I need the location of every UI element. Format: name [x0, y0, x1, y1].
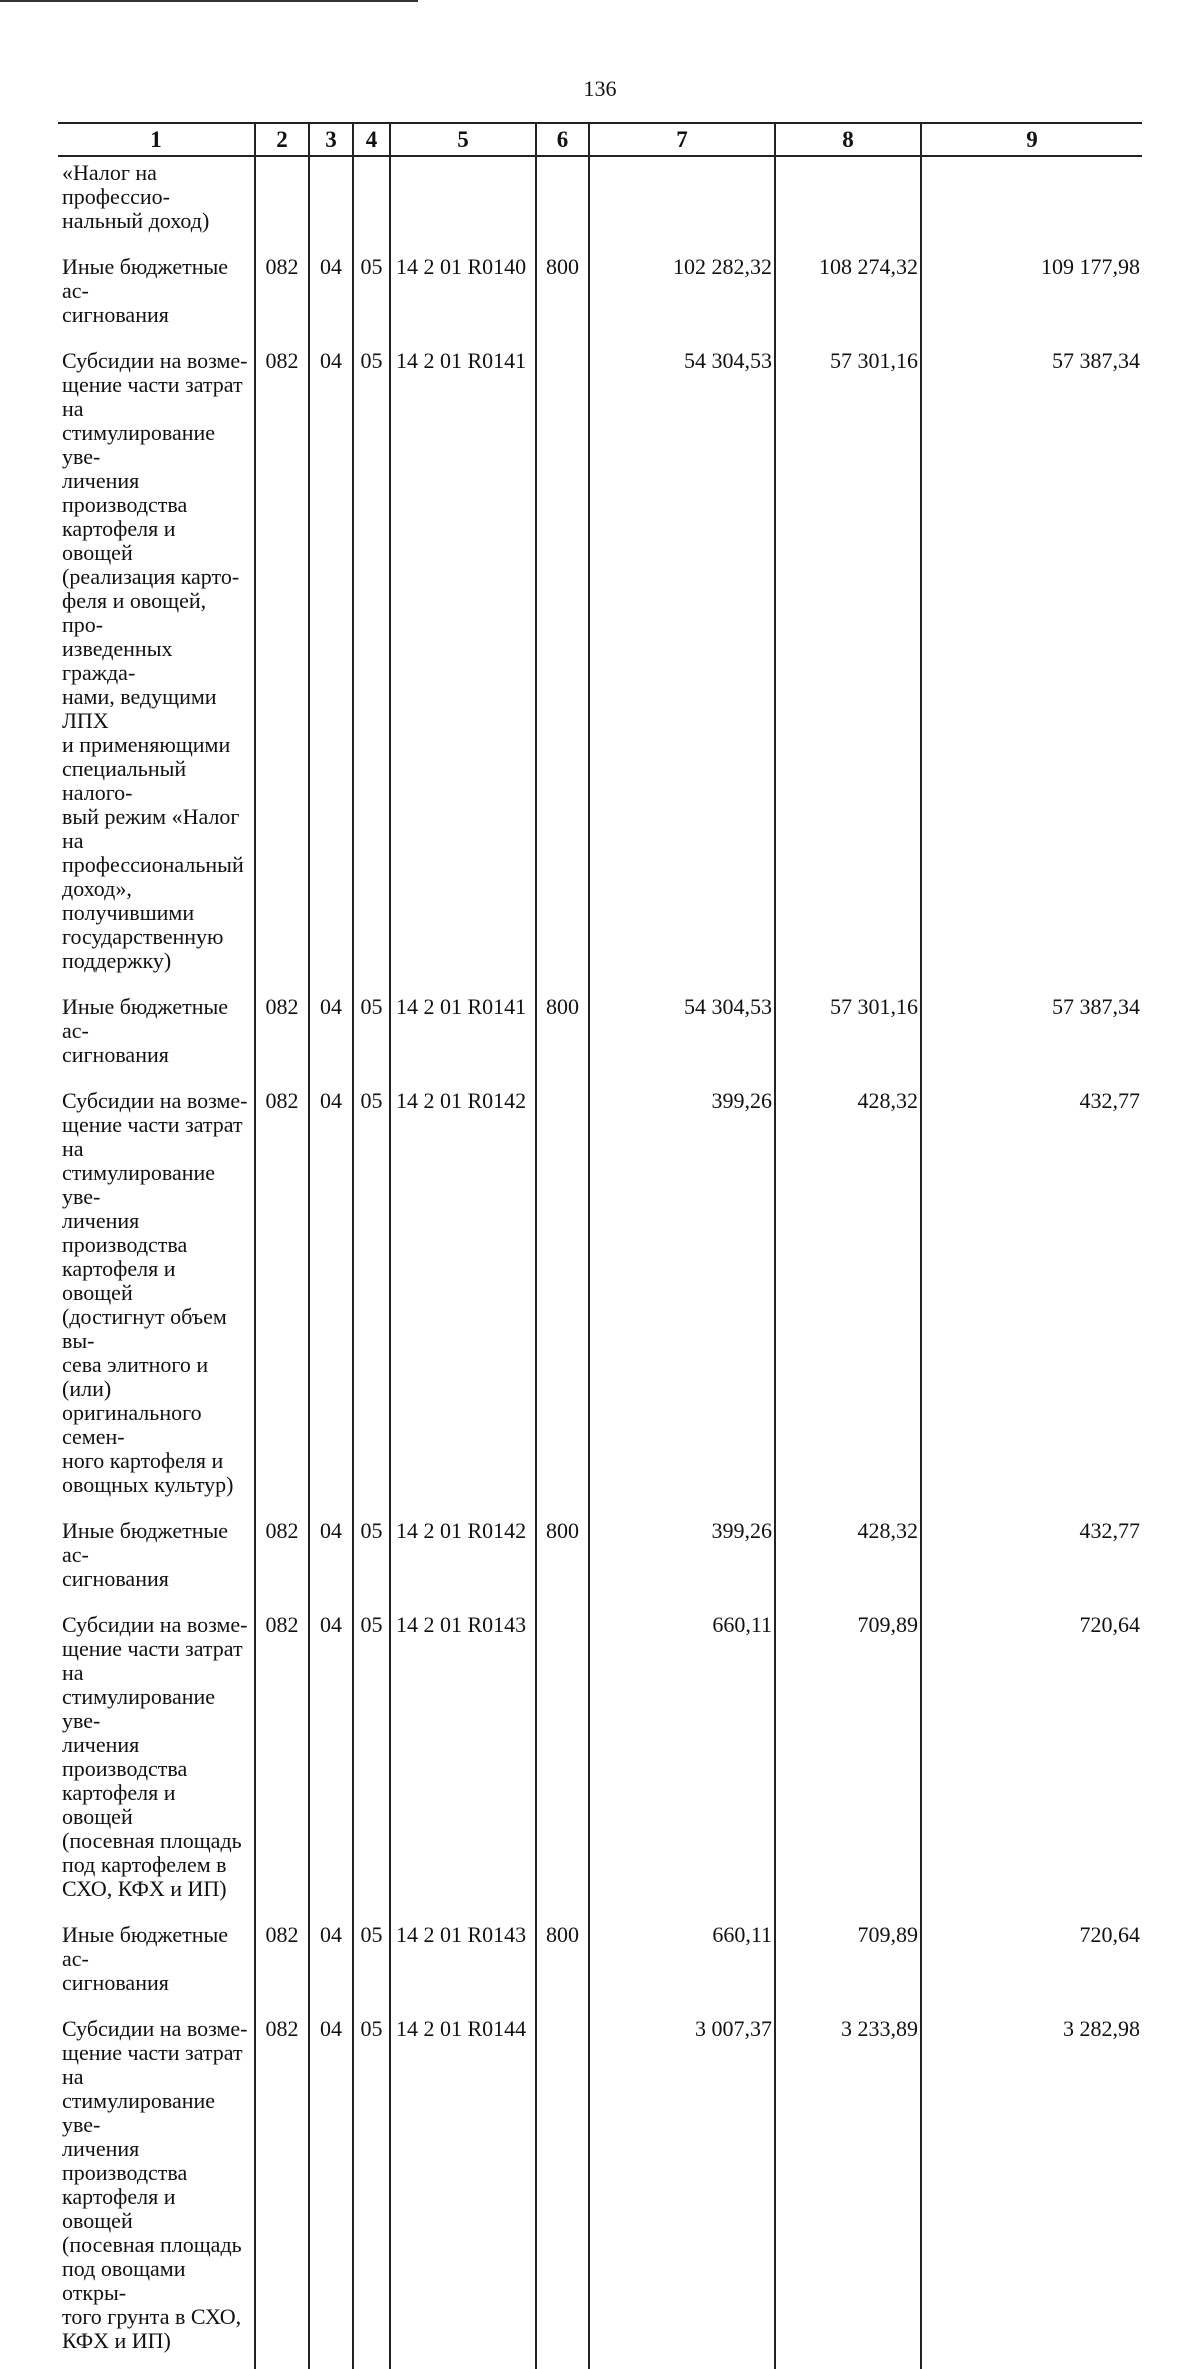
cell-grbs-code: 082 [255, 2011, 309, 2369]
cell-section-code: 04 [309, 1513, 353, 1607]
cell-subsection-code: 05 [353, 1513, 390, 1607]
row-description: Субсидии на возме- щение части затрат на стимулирование уве- личения производства картофеля и овощей (посевная площадь под овощами откры- того грунта в СХО, КФХ и ИП) [62, 2016, 248, 2353]
cell-amount-year-2: 709,89 [775, 1607, 921, 1917]
cell-expense-type: 800 [536, 989, 589, 1083]
cell-section-code: 04 [309, 989, 353, 1083]
cell-amount-year-3: 57 387,34 [921, 989, 1142, 1083]
cell-expense-type [536, 1083, 589, 1513]
col-header-2: 2 [255, 123, 309, 156]
top-rule [0, 0, 418, 2]
cell-target-article: 14 2 01 R0141 [390, 343, 536, 989]
row-description: Субсидии на возме- щение части затрат на стимулирование уве- личения производства картофеля и овощей (реализация карто- феля и овощей, про- изведенных гражда- нами, ведущими ЛПХ и применяющими специальный налого- вый режим «Налог на профессиональный доход», получившими государственную поддержку) [62, 348, 248, 973]
cell-grbs-code [255, 156, 309, 249]
table-row [58, 1083, 1142, 1513]
cell-section-code: 04 [309, 2011, 353, 2369]
cell-amount-year-2: 428,32 [775, 1513, 921, 1607]
cell-expense-type [536, 1607, 589, 1917]
cell-section-code: 04 [309, 1083, 353, 1513]
cell-subsection-code [353, 156, 390, 249]
cell-subsection-code: 05 [353, 989, 390, 1083]
cell-amount-year-2: 3 233,89 [775, 2011, 921, 2369]
row-description: Иные бюджетные ас- сигнования [62, 254, 229, 327]
row-description: «Налог на профессио- нальный доход) [62, 160, 210, 233]
table-body [58, 156, 1142, 2369]
page-number: 136 [583, 76, 617, 101]
cell-amount-year-2: 57 301,16 [775, 989, 921, 1083]
table-row [58, 249, 1142, 343]
cell-amount-year-1: 3 007,37 [589, 2011, 775, 2369]
col-header-5: 5 [390, 123, 536, 156]
cell-subsection-code: 05 [353, 249, 390, 343]
cell-section-code: 04 [309, 1917, 353, 2011]
col-header-3: 3 [309, 123, 353, 156]
cell-grbs-code: 082 [255, 1513, 309, 1607]
cell-target-article: 14 2 01 R0141 [390, 989, 536, 1083]
budget-table [58, 122, 1142, 2369]
cell-grbs-code: 082 [255, 1917, 309, 2011]
cell-amount-year-1 [589, 156, 775, 249]
cell-expense-type: 800 [536, 1513, 589, 1607]
cell-amount-year-1: 660,11 [589, 1917, 775, 2011]
cell-amount-year-1: 54 304,53 [589, 989, 775, 1083]
row-description: Субсидии на возме- щение части затрат на стимулирование уве- личения производства картофеля и овощей (посевная площадь под картофелем в СХО, КФХ и ИП) [62, 1612, 248, 1901]
cell-section-code: 04 [309, 343, 353, 989]
cell-amount-year-3: 3 282,98 [921, 2011, 1142, 2369]
cell-target-article: 14 2 01 R0143 [390, 1607, 536, 1917]
cell-amount-year-2: 108 274,32 [775, 249, 921, 343]
row-description: Субсидии на возме- щение части затрат на стимулирование уве- личения производства картофеля и овощей (достигнут объем вы- сева элитного и (или) оригинального семен- ного картофеля и овощных культур) [62, 1088, 248, 1497]
table-row [58, 2011, 1142, 2369]
cell-amount-year-1: 54 304,53 [589, 343, 775, 989]
row-description: Иные бюджетные ас- сигнования [62, 1518, 229, 1591]
cell-section-code: 04 [309, 249, 353, 343]
cell-amount-year-3: 432,77 [921, 1513, 1142, 1607]
cell-subsection-code: 05 [353, 343, 390, 989]
table-row [58, 1607, 1142, 1917]
cell-target-article: 14 2 01 R0140 [390, 249, 536, 343]
cell-amount-year-3: 432,77 [921, 1083, 1142, 1513]
cell-expense-type: 800 [536, 249, 589, 343]
cell-amount-year-2: 709,89 [775, 1917, 921, 2011]
cell-amount-year-1: 399,26 [589, 1513, 775, 1607]
cell-target-article: 14 2 01 R0143 [390, 1917, 536, 2011]
cell-amount-year-3 [921, 156, 1142, 249]
cell-amount-year-1: 102 282,32 [589, 249, 775, 343]
cell-section-code: 04 [309, 1607, 353, 1917]
table-row [58, 156, 1142, 249]
cell-expense-type [536, 343, 589, 989]
table-row [58, 343, 1142, 989]
cell-amount-year-3: 720,64 [921, 1607, 1142, 1917]
cell-target-article [390, 156, 536, 249]
cell-grbs-code: 082 [255, 1083, 309, 1513]
col-header-7: 7 [589, 123, 775, 156]
cell-amount-year-2: 428,32 [775, 1083, 921, 1513]
row-description: Иные бюджетные ас- сигнования [62, 994, 229, 1067]
cell-subsection-code: 05 [353, 1083, 390, 1513]
cell-grbs-code: 082 [255, 1607, 309, 1917]
col-header-9: 9 [921, 123, 1142, 156]
cell-target-article: 14 2 01 R0142 [390, 1083, 536, 1513]
cell-expense-type [536, 156, 589, 249]
cell-grbs-code: 082 [255, 989, 309, 1083]
col-header-1: 1 [58, 123, 255, 156]
table-row [58, 989, 1142, 1083]
cell-amount-year-1: 660,11 [589, 1607, 775, 1917]
table-row [58, 1513, 1142, 1607]
col-header-4: 4 [353, 123, 390, 156]
row-description: Иные бюджетные ас- сигнования [62, 1922, 229, 1995]
cell-grbs-code: 082 [255, 343, 309, 989]
cell-amount-year-2: 57 301,16 [775, 343, 921, 989]
cell-expense-type: 800 [536, 1917, 589, 2011]
cell-amount-year-2 [775, 156, 921, 249]
table-header-row [58, 123, 1142, 156]
cell-amount-year-3: 57 387,34 [921, 343, 1142, 989]
cell-subsection-code: 05 [353, 1917, 390, 2011]
col-header-8: 8 [775, 123, 921, 156]
col-header-6: 6 [536, 123, 589, 156]
cell-subsection-code: 05 [353, 1607, 390, 1917]
cell-amount-year-3: 109 177,98 [921, 249, 1142, 343]
cell-subsection-code: 05 [353, 2011, 390, 2369]
cell-amount-year-1: 399,26 [589, 1083, 775, 1513]
cell-target-article: 14 2 01 R0144 [390, 2011, 536, 2369]
cell-amount-year-3: 720,64 [921, 1917, 1142, 2011]
cell-section-code [309, 156, 353, 249]
cell-grbs-code: 082 [255, 249, 309, 343]
table-row [58, 1917, 1142, 2011]
cell-target-article: 14 2 01 R0142 [390, 1513, 536, 1607]
cell-expense-type [536, 2011, 589, 2369]
